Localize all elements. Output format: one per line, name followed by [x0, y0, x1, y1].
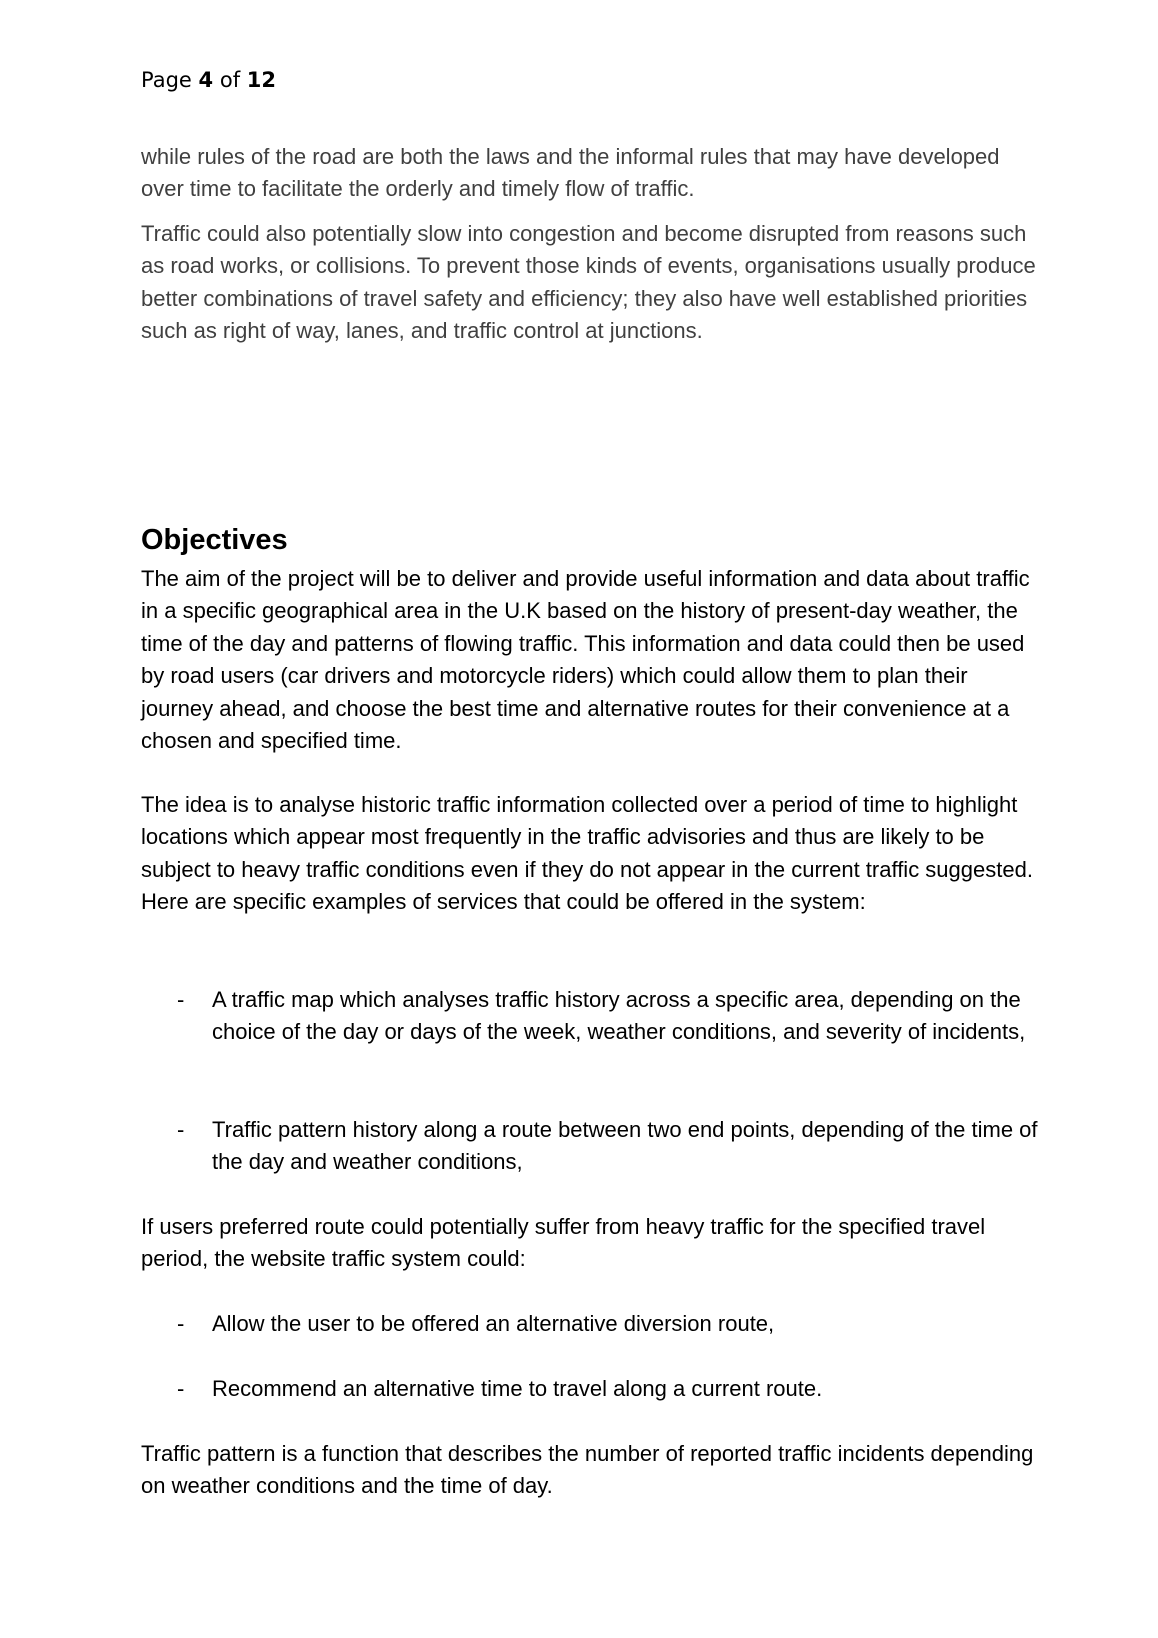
bullet-dash: -	[177, 1311, 185, 1336]
list-item-text: A traffic map which analyses traffic history across a specific area, depending on the choice of the day or days of the week, weather conditions, and severity of incidents,	[212, 987, 1026, 1045]
list-item-text: Allow the user to be offered an alternative diversion route,	[212, 1311, 775, 1336]
objectives-paragraph-idea: The idea is to analyse historic traffic information collected over a period of time to highlight locations which appear most frequently in the traffic advisories and thus are likely to be subject to heavy traffic conditions even if they do not appear in the current traffic suggested. Here are specific examples of services that could be offered in the system:	[141, 792, 1033, 915]
condition-paragraph: If users preferred route could potentially suffer from heavy traffic for the specified travel period, the website traffic system could:	[141, 1214, 986, 1272]
of-word: of	[219, 68, 241, 92]
page-word: Page	[141, 68, 192, 92]
bullet-dash: -	[177, 987, 185, 1012]
intro-paragraph-rules: while rules of the road are both the laws and the informal rules that may have developed over time to facilitate the orderly and timely flow of traffic.	[141, 144, 1000, 202]
objectives-heading: Objectives	[141, 524, 288, 556]
list-item-text: Traffic pattern history along a route between two end points, depending of the time of the day and weather conditions,	[212, 1117, 1038, 1175]
traffic-pattern-definition: Traffic pattern is a function that describes the number of reported traffic incidents depending on weather conditions and the time of day.	[141, 1441, 1034, 1499]
total-pages-number: 12	[246, 68, 277, 92]
objectives-paragraph-aim: The aim of the project will be to deliver and provide useful information and data about traffic in a specific geographical area in the U.K based on the history of present-day weather, the time of the day and patterns of flowing traffic. This information and data could then be used by road users (car drivers and motorcycle riders) which could allow them to plan their journey ahead, and choose the best time and alternative routes for their convenience at a chosen and specified time.	[141, 566, 1030, 754]
current-page-number: 4	[198, 68, 214, 92]
bullet-dash: -	[177, 1117, 185, 1142]
intro-paragraph-congestion: Traffic could also potentially slow into congestion and become disrupted from reasons such as road works, or collisions. To prevent those kinds of events, organisations usually produce better combinations of travel safety and efficiency; they also have well established priorities such as right of way, lanes, and traffic control at junctions.	[141, 221, 1036, 344]
page-number	[141, 66, 276, 94]
list-item-text: Recommend an alternative time to travel along a current route.	[212, 1376, 823, 1401]
bullet-dash: -	[177, 1376, 185, 1401]
